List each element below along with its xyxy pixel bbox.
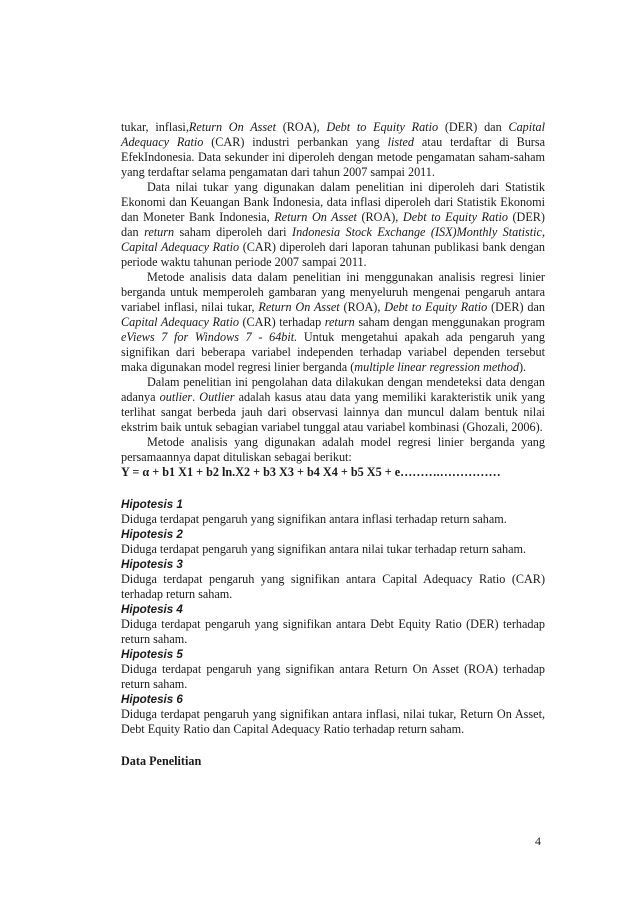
hypothesis-block-3 [121,557,545,602]
hypothesis-title: Hipotesis 4 [121,603,183,616]
paragraph-data-sources: Data nilai tukar yang digunakan dalam penelitian ini diperoleh dari Statistik Ekonomi dan Keuangan Bank Indonesia, data inflasi diperoleh dari Statistik Ekonomi dan Moneter Bank Indonesia, Return On Asset (ROA), Debt to Equity Ratio (DER) dan return saham diperoleh dari Indonesia Stock Exchange (ISX)Monthly Statistic, Capital Adequacy Ratio (CAR) diperoleh dari laporan tahunan publikasi bank dengan periode waktu tahunan periode 2007 sampai 2011. [121,180,546,269]
hypothesis-block-2 [121,527,545,557]
hypothesis-title: Hipotesis 6 [121,693,183,706]
regression-formula: Y = α + b1 X1 + b2 ln.X2 + b3 X3 + b4 X4 + b5 X5 + e……….…………… [121,465,501,479]
hypothesis-text: Diduga terdapat pengaruh yang signifikan antara Return On Asset (ROA) terhadap return saham. [121,662,545,691]
hypothesis-text: Diduga terdapat pengaruh yang signifikan antara nilai tukar terhadap return saham. [121,542,527,556]
hypothesis-title: Hipotesis 2 [121,528,183,541]
paragraph-continuation: tukar, inflasi,Return On Asset (ROA), Debt to Equity Ratio (DER) dan Capital Adequacy Ratio (CAR) industri perbankan yang listed atau terdaftar di Bursa EfekIndonesia. Data sekunder ini diperoleh dengan metode pengamatan saham-saham yang terdaftar selama pengamatan dari tahun 2007 sampai 2011. [121,120,546,179]
hypothesis-block-5 [121,647,545,692]
hypothesis-text: Diduga terdapat pengaruh yang signifikan antara Debt Equity Ratio (DER) terhadap return saham. [121,617,545,646]
paragraph-analysis-method: Metode analisis data dalam penelitian ini menggunakan analisis regresi linier berganda untuk memperoleh gambaran yang menyeluruh mengenai pengaruh antara variabel inflasi, nilai tukar, Return On Asset (ROA), Debt to Equity Ratio (DER) dan Capital Adequacy Ratio (CAR) terhadap return saham dengan menggunakan program eViews 7 for Windows 7 - 64bit. Untuk mengetahui apakah ada pengaruh yang signifikan dari beberapa variabel independen terhadap variabel dependen tersebut maka digunakan model regresi linier berganda (multiple linear regression method). [121,270,545,374]
page-number: 4 [535,834,541,848]
hypothesis-title: Hipotesis 3 [121,558,183,571]
hypothesis-block-1 [121,497,545,527]
section-title: Data Penelitian [121,754,202,768]
hypothesis-title: Hipotesis 5 [121,648,183,661]
hypothesis-title: Hipotesis 1 [121,498,183,511]
hypothesis-text: Diduga terdapat pengaruh yang signifikan antara inflasi terhadap return saham. [121,512,507,526]
paragraph-model: Metode analisis yang digunakan adalah model regresi linier berganda yang persamaannya dapat dituliskan sebagai berikut: [121,435,545,464]
hypothesis-text: Diduga terdapat pengaruh yang signifikan antara inflasi, nilai tukar, Return On Asset, Debt Equity Ratio dan Capital Adequacy Ratio terhadap return saham. [121,707,545,736]
body-text [121,120,545,769]
hypothesis-block-6 [121,692,545,737]
hypothesis-block-4 [121,602,545,647]
spacer [121,737,545,754]
hypothesis-text: Diduga terdapat pengaruh yang signifikan antara Capital Adequacy Ratio (CAR) terhadap return saham. [121,572,545,601]
spacer [121,480,545,497]
paragraph-outlier: Dalam penelitian ini pengolahan data dilakukan dengan mendeteksi data dengan adanya outlier. Outlier adalah kasus atau data yang memiliki karakteristik unik yang terlihat sangat berbeda jauh dari observasi lainnya dan muncul dalam bentuk nilai ekstrim baik untuk sebagian variabel tunggal atau variabel kombinasi (Ghozali, 2006). [121,375,546,434]
